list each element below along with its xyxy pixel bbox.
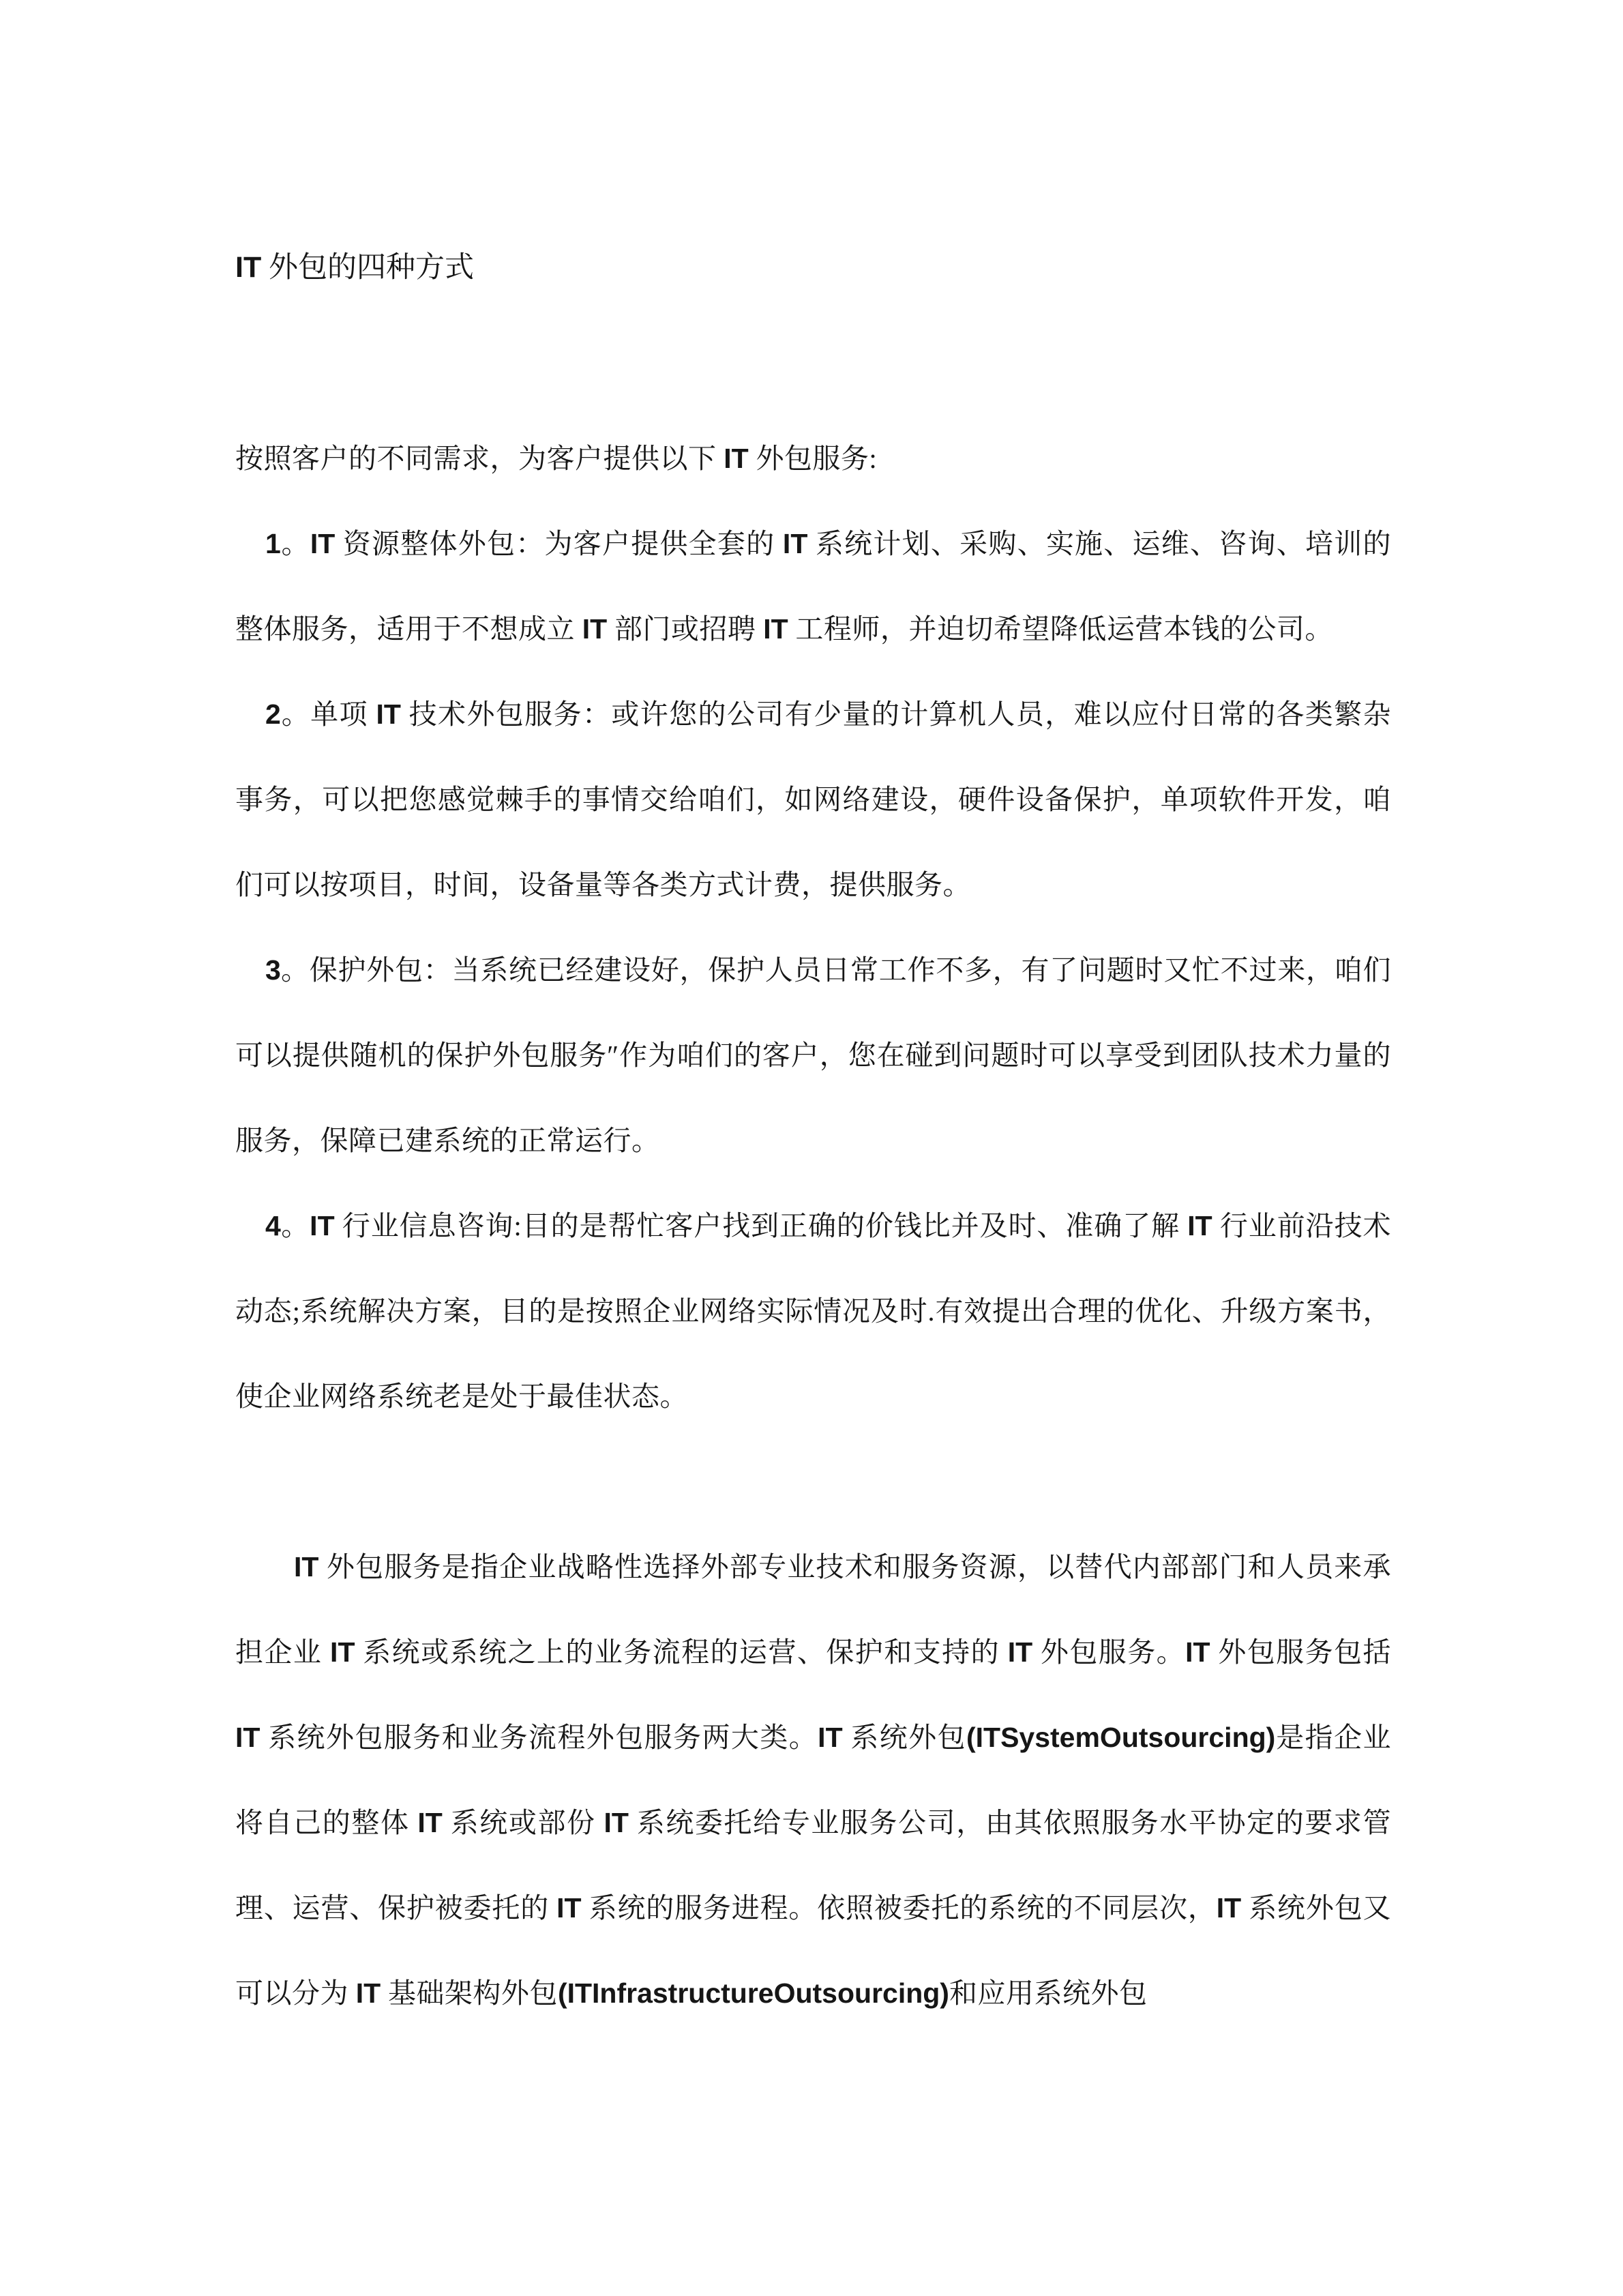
latin-bold-run: 2 xyxy=(265,698,281,730)
item-3-paragraph xyxy=(235,928,1391,1183)
text-run: 系统委托给专业服务公司，由其依照服务水平协定的要求管理、运营、保护被委托的 xyxy=(235,1807,1392,1924)
text-run: 。 xyxy=(280,528,310,559)
latin-bold-run: IT xyxy=(582,613,608,645)
latin-bold-run: IT xyxy=(604,1807,629,1838)
latin-bold-run: (ITSystemOutsourcing) xyxy=(966,1722,1276,1753)
definition-paragraph xyxy=(235,1525,1391,2036)
latin-bold-run: (ITInfrastructureOutsourcing) xyxy=(557,1977,949,2009)
latin-bold-run: IT xyxy=(724,443,749,474)
latin-bold-run: IT xyxy=(355,1977,381,2009)
text-run: 。单项 xyxy=(280,698,376,730)
latin-bold-run: IT xyxy=(310,528,336,559)
latin-bold-run: IT xyxy=(294,1551,319,1583)
latin-bold-run: 4 xyxy=(265,1210,281,1241)
latin-bold-run: IT xyxy=(235,251,262,284)
text-run: 是指企业将自己的整体 xyxy=(235,1722,1392,1838)
document-title xyxy=(235,225,1391,310)
text-run: 系统的服务进程。依照被委托的系统的不同层次， xyxy=(581,1892,1217,1924)
latin-bold-run: IT xyxy=(235,1722,260,1753)
latin-bold-run: IT xyxy=(782,528,808,559)
latin-bold-run: 1 xyxy=(265,528,281,559)
latin-bold-run: IT xyxy=(330,1636,355,1668)
text-run: 技术外包服务：或许您的公司有少量的计算机人员，难以应付日常的各类繁杂事务，可以把您感觉棘手的事情交给咱们，如网络建设，硬件设备保护，单项软件开发，咱们可以按项目，时间，设备量等各类方式计费，提供服务。 xyxy=(235,698,1392,900)
item-4-paragraph xyxy=(235,1183,1391,1439)
text-run: 。保护外包：当系统已经建设好，保护人员日常工作不多，有了问题时又忙不过来，咱们可以提供随机的保护外包服务″作为咱们的客户，您在碰到问题时可以享受到团队技术力量的服务，保障已建系统的正常运行。 xyxy=(235,954,1391,1156)
latin-bold-run: IT xyxy=(818,1722,843,1753)
latin-bold-run: IT xyxy=(1185,1636,1210,1668)
latin-bold-run: IT xyxy=(1007,1636,1033,1668)
text-run: 工程师，并迫切希望降低运营本钱的公司。 xyxy=(788,613,1333,645)
latin-bold-run: IT xyxy=(1187,1210,1212,1241)
text-run: 外包服务。 xyxy=(1032,1636,1186,1668)
text-run: 系统或系统之上的业务流程的运营、保护和支持的 xyxy=(355,1636,1008,1668)
text-run: 系统计划、采购、实施、运维、咨询、培训的整体服务，适用于不想成立 xyxy=(235,528,1392,645)
document-body xyxy=(235,416,1391,2036)
latin-bold-run: IT xyxy=(763,613,788,645)
latin-bold-run: IT xyxy=(1216,1892,1242,1924)
text-run: 部门或招聘 xyxy=(607,613,764,645)
intro-paragraph xyxy=(235,416,1391,501)
text-run: 系统外包服务和业务流程外包服务两大类。 xyxy=(260,1722,818,1753)
latin-bold-run: IT xyxy=(556,1892,582,1924)
text-run: 系统或部份 xyxy=(442,1807,604,1838)
text-run: 按照客户的不同需求，为客户提供以下 xyxy=(235,443,724,474)
text-run: 外包服务是指企业战略性选择外部专业技术和服务资源，以替代内部部门和人员来承担企业 xyxy=(235,1551,1391,1668)
text-run: 系统外包又可以分为 xyxy=(235,1892,1392,2009)
item-1-paragraph xyxy=(235,501,1391,672)
text-run: 。 xyxy=(280,1210,310,1241)
text-run: 行业前沿技术动态;系统解决方案，目的是按照企业网络实际情况及时.有效提出合理的优化、升级方案书，使企业网络系统老是处于最佳状态。 xyxy=(235,1210,1392,1412)
text-run: 基础架构外包 xyxy=(381,1977,558,2009)
latin-bold-run: IT xyxy=(310,1210,335,1241)
text-run: 行业信息咨询:目的是帮忙客户找到正确的价钱比并及时、准确了解 xyxy=(334,1210,1188,1241)
latin-bold-run: IT xyxy=(376,698,401,730)
latin-bold-run: 3 xyxy=(265,954,281,986)
text-run: 外包的四种方式 xyxy=(261,252,474,284)
text-run: 系统外包 xyxy=(842,1722,966,1753)
text-run: 资源整体外包：为客户提供全套的 xyxy=(335,528,783,559)
text-run: 外包服务包括 xyxy=(1210,1636,1392,1668)
item-2-paragraph xyxy=(235,672,1391,928)
text-run: 外包服务: xyxy=(748,443,878,474)
latin-bold-run: IT xyxy=(417,1807,443,1838)
text-run: 和应用系统外包 xyxy=(949,1977,1148,2009)
